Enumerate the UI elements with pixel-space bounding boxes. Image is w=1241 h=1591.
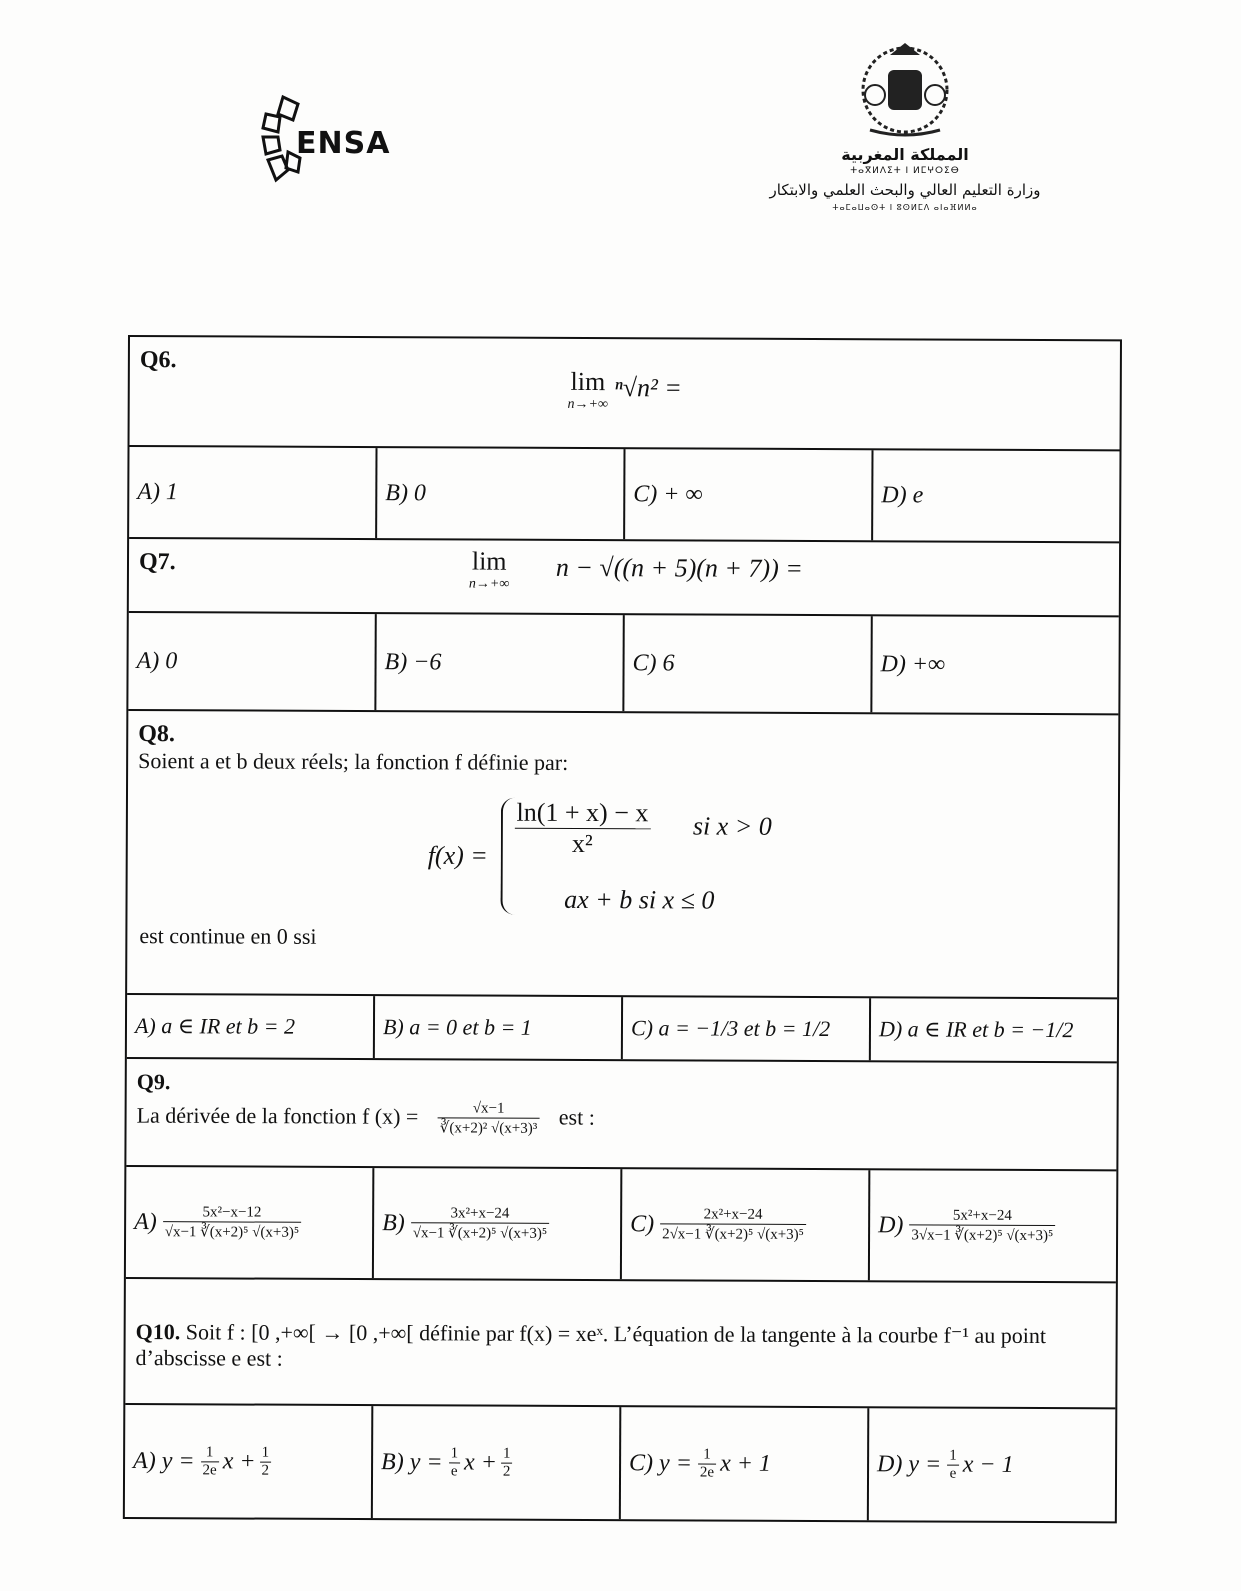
q10-statement — [135, 1319, 1105, 1375]
exam-sheet — [123, 335, 1122, 1523]
option-d[interactable]: D) a ∈ IR et b = −1/2 — [878, 1016, 1074, 1043]
option-b[interactable]: B) a = 0 et b = 1 — [375, 996, 623, 1059]
option-a[interactable]: A) $\frac{\text{5x²−x−12}}{\text{√x−1 ∛(x+2)⁵ √(x+3)⁵}}$ — [126, 1167, 374, 1278]
q9-function-fraction: $\frac{√x-1}{\text{∛(x+2)² √(x+3)³}}$ — [438, 1100, 540, 1137]
q8-case1-fraction: $\frac{\ln(1 + x) - x}{\text{x²}}$ — [514, 798, 650, 860]
question-label: Q10. — [135, 1319, 181, 1345]
q8-options — [127, 995, 1117, 1063]
option-b[interactable]: B) −6 — [376, 614, 624, 711]
q7-expression: n − √((n + 5)(n + 7)) = — [555, 552, 803, 583]
coat-of-arms-icon — [850, 35, 960, 145]
limit-operator: lim n→+∞ — [468, 546, 510, 592]
option-c[interactable]: C) $\frac{\text{2x²+x−24}}{\text{2√x−1 ∛(x+2)⁵ √(x+3)⁵}}$ — [622, 1169, 870, 1280]
option-a[interactable]: A) y = $\frac{1}{2e}$ x + $\frac{1}{2}$ — [125, 1405, 373, 1518]
option-a[interactable]: A) 0 — [128, 613, 376, 710]
piecewise-brace — [500, 798, 772, 916]
option-c[interactable]: C) + ∞ — [625, 449, 873, 540]
morocco-emblem — [760, 35, 1050, 235]
limit-operator: lim n→+∞ — [567, 366, 609, 413]
emblem-line-arabic-ministry: وزارة التعليم العالي والبحث العلمي والابتكار — [769, 181, 1041, 199]
option-b[interactable]: B) y = $\frac{1}{e}$ x + $\frac{1}{2}$ — [373, 1406, 621, 1519]
option-a[interactable]: A) 1 — [129, 447, 377, 538]
q6-expression: ⁿ√n² = — [614, 373, 682, 403]
emblem-line-tifinagh-ministry: ⵜⴰⵎⴰⵡⴰⵙⵜ ⵏ ⵓⵙⵍⵎⴷ ⴰⵏⴰⴼⵍⵍⴰ — [832, 203, 978, 212]
emblem-line-arabic-kingdom: المملكة المغربية — [841, 145, 969, 164]
q10-options — [125, 1405, 1115, 1521]
q7-options — [128, 613, 1118, 715]
q9-options — [126, 1167, 1116, 1283]
q8-intro: Soient a et b deux réels; la fonction f définie par: — [138, 748, 569, 775]
q9-intro: La dérivée de la fonction f (x) = — [136, 1102, 419, 1129]
q8-piecewise — [427, 797, 771, 915]
option-d[interactable]: D) $\frac{\text{5x²+x−24}}{\text{3√x−1 ∛(x+2)⁵ √(x+3)⁵}}$ — [870, 1170, 1116, 1281]
question-label: Q7. — [138, 549, 176, 576]
q10-text: Soit f : [0 ,+∞[ → [0 ,+∞[ définie par f(x) = xeˣ. L’équation de la tangente à la courbe f⁻¹ au point d’abscisse e est : — [135, 1319, 1047, 1371]
q8-case2: ax + b si x ≤ 0 — [564, 884, 715, 915]
q9-statement — [137, 1099, 1107, 1140]
option-c[interactable]: C) 6 — [624, 615, 872, 712]
option-c[interactable]: C) y = $\frac{1}{2e}$ x + 1 — [621, 1407, 869, 1520]
option-d[interactable]: D) y = $\frac{1}{e}$ x − 1 — [877, 1447, 1014, 1482]
q8-case1-condition: si x > 0 — [692, 811, 772, 842]
q6-options — [129, 447, 1119, 543]
question-q10 — [125, 1279, 1116, 1409]
ensa-logo — [258, 92, 398, 187]
emblem-line-tifinagh-kingdom: ⵜⴰⴳⵍⴷⵉⵜ ⵏ ⵍⵎⵖⵔⵉⴱ — [850, 166, 960, 176]
q7-formula — [469, 546, 803, 593]
question-q7 — [129, 539, 1119, 617]
question-q9 — [126, 1059, 1116, 1171]
option-b[interactable]: B) 0 — [377, 448, 625, 539]
question-label: Q8. — [138, 721, 175, 748]
option-d[interactable]: D) e — [881, 481, 924, 508]
question-label: Q9. — [136, 1069, 171, 1095]
ensa-logo-text: ENSA — [296, 126, 391, 161]
option-d[interactable]: D) +∞ — [880, 650, 946, 678]
q6-formula — [130, 365, 1120, 415]
question-q8 — [127, 711, 1118, 999]
question-q6 — [130, 337, 1120, 451]
question-label: Q6. — [139, 347, 177, 374]
q8-outro: est continue en 0 ssi — [139, 923, 317, 949]
q8-lhs: f(x) = — [427, 840, 488, 871]
option-a[interactable]: A) a ∈ IR et b = 2 — [127, 995, 375, 1058]
option-b[interactable]: B) $\frac{\text{3x²+x−24}}{\text{√x−1 ∛(x+2)⁵ √(x+3)⁵}}$ — [374, 1168, 622, 1279]
option-c[interactable]: C) a = −1/3 et b = 1/2 — [623, 997, 871, 1060]
q9-outro: est : — [558, 1104, 595, 1130]
